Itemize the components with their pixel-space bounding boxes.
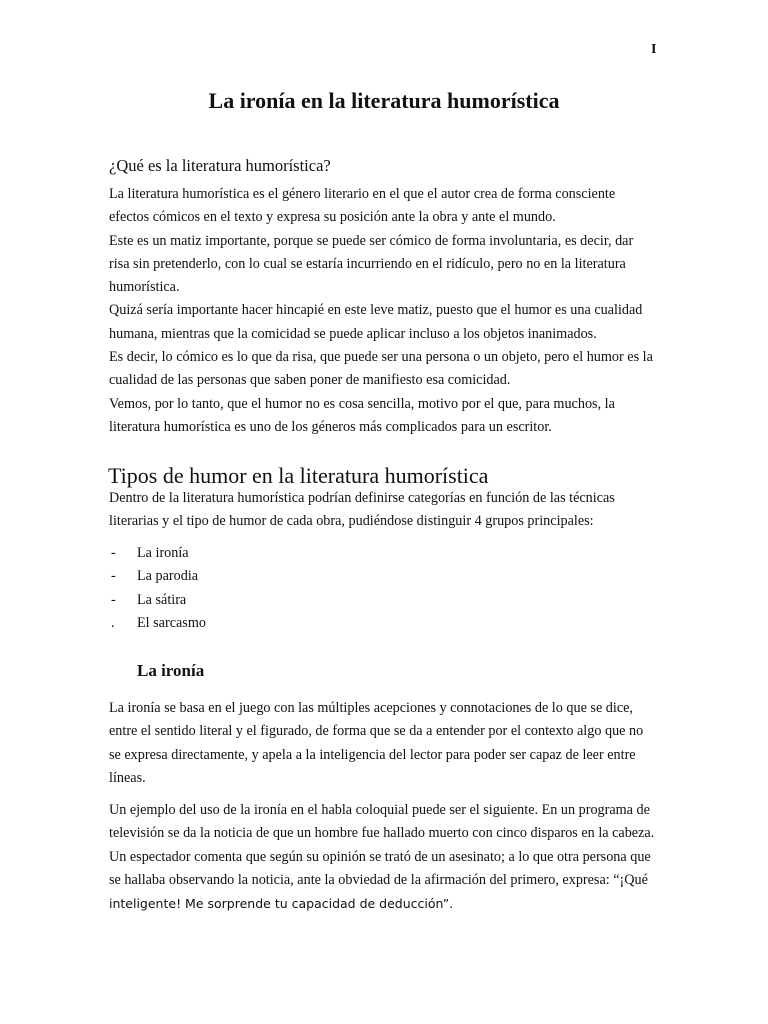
list-item-label: La sátira	[137, 591, 187, 608]
section-heading-what-is: ¿Qué es la literatura humorística?	[109, 156, 331, 175]
list-item-label: El sarcasmo	[137, 615, 206, 632]
text-line: literarias y el tipo de humor de cada obra, pudiéndose distinguir 4 grupos principales:	[109, 513, 594, 530]
text-line: Un ejemplo del uso de la ironía en el habla coloquial puede ser el siguiente. En un programa de	[109, 802, 650, 818]
list-item	[111, 589, 206, 612]
text-line: humorística.	[109, 279, 180, 296]
irony-example-paragraph	[109, 799, 669, 915]
text-line: Vemos, por lo tanto, que el humor no es cosa sencilla, motivo por el que, para muchos, la	[109, 395, 615, 412]
list-item	[111, 612, 206, 635]
text-line: Este es un matiz importante, porque se puede ser cómico de forma involuntaria, es decir, dar	[109, 232, 634, 249]
list-item	[111, 542, 206, 565]
text-line: Quizá sería importante hacer hincapié en este leve matiz, puesto que el humor es una cualidad	[109, 302, 643, 319]
list-bullet: -	[111, 545, 116, 561]
text-line: efectos cómicos en el texto y expresa su posición ante la obra y ante el mundo.	[109, 209, 556, 226]
intro-paragraph	[109, 183, 669, 439]
quote-tail-line: inteligente! Me sorprende tu capacidad de deducción”.	[109, 896, 454, 912]
text-line: líneas.	[109, 769, 146, 786]
text-line: Es decir, lo cómico es lo que da risa, que puede ser una persona o un objeto, pero el humor es la	[109, 349, 653, 366]
text-line: cualidad de las personas que saben poner de manifiesto esa comicidad.	[109, 372, 511, 389]
irony-paragraph	[109, 697, 669, 790]
text-line: Un espectador comenta que según su opinión se trató de un asesinato; a lo que otra persona que	[109, 848, 651, 865]
list-item-label: La parodia	[137, 568, 199, 585]
text-line: se expresa directamente, y apela a la inteligencia del lector para poder ser capaz de leer entre	[109, 746, 636, 763]
text-line: televisión se da la noticia de que un hombre fue hallado muerto con cinco disparos en la cabeza.	[109, 825, 655, 842]
types-intro-paragraph	[109, 487, 669, 534]
text-line: literatura humorística es uno de los géneros más complicados para un escritor.	[109, 418, 552, 435]
list-item-label: La ironía	[137, 545, 189, 561]
page-number: I	[651, 42, 657, 57]
text-line: se hallaba observando la noticia, ante la obviedad de la afirmación del primero, expresa: “¡Qué	[109, 871, 648, 888]
text-line: humana, mientras que la comicidad se puede aplicar incluso a los objetos inanimados.	[109, 325, 597, 342]
text-line: entre el sentido literal y el figurado, de forma que se da a entender por el contexto algo que no	[109, 723, 644, 740]
section-heading-types: Tipos de humor en la literatura humorística	[108, 463, 489, 488]
list-item	[111, 565, 206, 588]
section-heading-irony: La ironía	[137, 661, 205, 680]
text-line: Dentro de la literatura humorística podrían definirse categorías en función de las técnicas	[109, 490, 615, 506]
list-bullet: -	[111, 568, 116, 585]
humor-types-list	[111, 542, 206, 636]
text-line: La literatura humorística es el género literario en el que el autor crea de forma consciente	[109, 186, 616, 202]
list-bullet: .	[111, 615, 115, 632]
list-bullet: -	[111, 591, 116, 608]
text-line: La ironía se basa en el juego con las múltiples acepciones y connotaciones de lo que se dice,	[109, 700, 633, 716]
page-title: La ironía en la literatura humorística	[208, 88, 560, 113]
text-line: risa sin pretenderlo, con lo cual se estaría incurriendo en el ridículo, pero no en la literatura	[109, 255, 626, 272]
